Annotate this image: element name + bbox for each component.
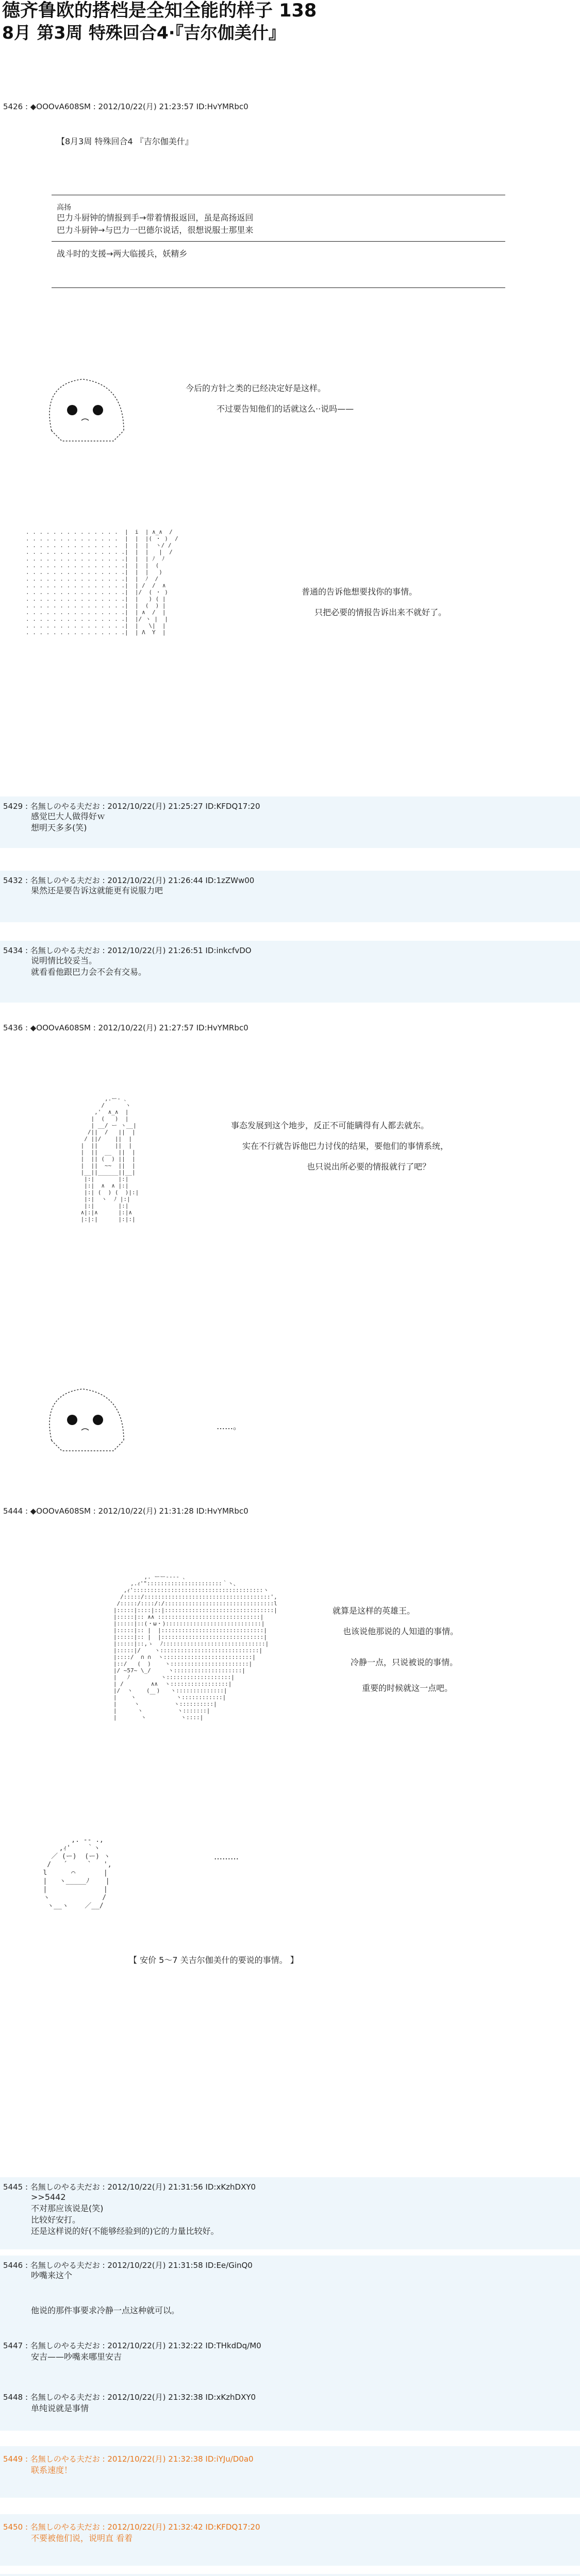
post-5450	[0, 2514, 580, 2566]
dialog-1: 就算是这样的英雄王。	[333, 1606, 416, 1616]
post-line: 吵嘴来这个	[31, 2270, 73, 2280]
post-header: 5426 : ◆OOOvA608SM : 2012/10/22(月) 21:23:57 ID:HvYMRbc0	[3, 102, 248, 111]
dialog-2: 不过要告知他们的话就这么··说吗——	[217, 404, 354, 414]
post-5448	[0, 2384, 580, 2431]
post-line: 不对那应该说是(笑)	[31, 2204, 104, 2213]
post-5432	[0, 871, 580, 922]
box-label: 高扬	[57, 204, 71, 212]
post-line: 说明情比较妥当。	[31, 956, 97, 965]
ascii-art-figure-4: ,. ‐- ., ,ｨ' ｀ヽ ／ (ー) (ー) ヽ / ´ ` ', l ⌒ | | ヽ_____ﾉ | | | ヽ / ヽ__ヽ ／__/	[43, 1836, 112, 1910]
post-5451	[0, 2574, 580, 2576]
post-line: 安吉——吵嘴来哪里安吉	[31, 2352, 122, 2362]
box-line-1: 巴力斗厨钟的情报到手→带着情报返回，虽是高扬返回	[57, 213, 254, 223]
dialog-3: 普通的告诉他想要找你的事情。	[302, 587, 418, 597]
post-line: >>5442	[31, 2192, 66, 2202]
post-header: 5448 : 名無しのやる夫だお : 2012/10/22(月) 21:32:38 ID:xKzhDXY0	[3, 2393, 256, 2402]
post-line: 感觉巴大人做得好ｗ	[31, 811, 106, 821]
post-header: 5436 : ◆OOOvA608SM : 2012/10/22(月) 21:27:57 ID:HvYMRbc0	[3, 1023, 248, 1032]
post-header: 5449 : 名無しのやる夫だお : 2012/10/22(月) 21:32:38 ID:iYJu/D0a0	[3, 2454, 254, 2464]
post-5447	[0, 2333, 580, 2384]
ellipsis-dialog: ……。	[217, 1421, 242, 1431]
dialog-1: 今后的方针之类的已经决定好是这样。	[186, 383, 326, 393]
box-bottom-rule	[52, 287, 505, 288]
post-5434	[0, 941, 580, 1003]
post-5429	[0, 796, 580, 848]
dialog-2: 实在不行就告诉他巴力讨伐的结果，要他们的事情系统，	[242, 1141, 449, 1151]
dialog-4: 只把必要的情报告诉出来不就好了。	[314, 607, 447, 617]
post-line: 果然还是要告诉这就能更有说服力吧	[31, 886, 163, 895]
post-header: 5429 : 名無しのやる夫だお : 2012/10/22(月) 21:25:27 ID:KFDQ17:20	[3, 802, 260, 811]
post-5436	[0, 1018, 580, 1492]
round-face-art-2	[31, 1374, 155, 1456]
post-5444	[0, 1501, 580, 2161]
post-header: 5450 : 名無しのやる夫だお : 2012/10/22(月) 21:32:42 ID:KFDQ17:20	[3, 2522, 260, 2532]
page-title-1: 德齐鲁欧的搭档是全知全能的样子 138	[2, 1, 317, 21]
post-header: 5444 : ◆OOOvA608SM : 2012/10/22(月) 21:31:28 ID:HvYMRbc0	[3, 1506, 248, 1516]
dialog-1: 事态发展到这个地步，反正不可能瞒得有人都去就东。	[231, 1121, 429, 1130]
post-line: 他说的那件事要求冷静一点这种就可以。	[31, 2306, 180, 2315]
post-5445	[0, 2177, 580, 2249]
page-title-2: 8月 第3周 特殊回合4·『吉尔伽美什』	[2, 23, 286, 43]
ascii-art-figure-1: . . . . . . . . . . . . . . | i | ∧_∧ / . . . . . . . . . . . . . . | | |( ・ ) / . . . . . . . . . . . . . . | | | ヽ/ / . . . . . . . . . . . . . . .| | | | / . . . . . . . . . . . . . . .| | | ﾉ ﾉ . . . . . . . . . . . . . . .| | | ( . . . . . . . . . . . . . . .| | | ) . . . . . . . . . . . . . . .| | ﾉ / . . . . . . . . . . . . . . .| | / / ∧ . . . . . . . . . . . . . . .| |/ ( ・ ) . . . . . . . . . . . . . . .| | ) ( | . . . . . . . . . . . . . . .| | ( ) | . . . . . . . . . . . . . . .| | ∧ / | . . . . . . . . . . . . . . .| |/ ヽ | | . . . . . . . . . . . . . . .| | \| | . . . . . . . . . . . . . . .| | Λ Y |	[26, 529, 178, 636]
round-face-art-1	[31, 364, 155, 446]
box-line-3: 战斗时的支援→两大临援兵，妖精乡	[57, 249, 188, 259]
ellipsis-dialog: ………	[214, 1852, 239, 1861]
anka-choice: 【 安价 5～7 关吉尔伽美什的要说的事情。 】	[129, 1955, 299, 1965]
box-title: 【8月3周 特殊回合4 『吉尔伽美什』	[57, 137, 193, 146]
dialog-3: 冷静一点，只说被说的事情。	[351, 1657, 458, 1667]
post-header: 5446 : 名無しのやる夫だお : 2012/10/22(月) 21:31:58 ID:Ee/GinQ0	[3, 2261, 253, 2270]
post-line: 就看看他跟巴力会不会有交易。	[31, 967, 147, 977]
post-5426	[0, 96, 580, 796]
dialog-2: 也该说他那说的人知道的事情。	[343, 1626, 459, 1636]
dialog-4: 重要的时候就这一点吧。	[362, 1683, 453, 1693]
post-5446	[0, 2256, 580, 2333]
post-line: 联系速度！	[31, 2465, 73, 2475]
dialog-3: 也只说出所必要的情报就行了吧？	[307, 1162, 431, 1172]
post-5449	[0, 2446, 580, 2498]
post-line: 还是这样说的好(不能够经验到的)它的力量比较好。	[31, 2226, 219, 2236]
ascii-art-figure-3: ,. ーー‐‐‐‐ ､ ,.ｨ'"::::::::::::::::::::::｀ヽ、 ,ｨ'::::::::::::::::::::::::::::::::::::::ヽ /:::::/:::::::::::::::::::::::::::::::::::::', /:::::/::::/:/::::::::::::::::::::::::::::::::l |:::::|::::|::|::::::::::::::::::::::::::::::::| |:::::|:: ∧∧ ::::::::::::::::::::::::::::::| |:::::|::(・ω・)::::::::::::::::::::::::::::| |:::::|:: | |::::::::::::::::::::::::::::::| |:::::|:: | |::::::::::::::::::::::::::::::| |:::::|::,ゝ ﾉ::::::::::::::::::::::::::::::| |:::::|/ ヽ:::::::::::::::::::::::::::::| |::::/ ∩ ∩ ヽ::::::::::::::::::::::::::| |::/ ( ) ヽ:::::::::::::::::::::::| |/ ~57~ \_/ ヽ::::::::::::::::::::| | ﾉ ヽ:::::::::::::::::::| | / ∧∧ ヽ:::::::::::::::::| |/ ヽ ( ) ヽ::::::::::::::| | ヽ ￣ ヽ::::::::::::| | ヽ ヽ::::::::::| | ヽ ヽ:::::::| | ヽ ヽ::::|	[113, 1573, 277, 1721]
post-line: 单纯说就是事情	[31, 2403, 89, 2413]
post-header: 5434 : 名無しのやる夫だお : 2012/10/22(月) 21:26:51 ID:inkcfvDO	[3, 946, 252, 955]
post-line: 不要被他们说，说明直 看着	[31, 2533, 133, 2543]
ascii-art-figure-2: ,.ー‐ ､ / ヽ ,' ∧_∧ | | ( ) | | __/ ー ヽ__| /|| / || | / ||/ || | | || || | | || __ || | | || ( ) || | | || ~~ || | |__||______||__| |:| |:| |:| ∧ ∧ |:| |:| ( ) ( )|:| |:| ヽ ﾉ |:| |:| |:| ∧|:|∧ |:|∧ |:|:| |:|:|	[80, 1095, 139, 1223]
post-header: 5447 : 名無しのやる夫だお : 2012/10/22(月) 21:32:22 ID:THkdDq/M0	[3, 2341, 261, 2350]
post-header: 5445 : 名無しのやる夫だお : 2012/10/22(月) 21:31:56 ID:xKzhDXY0	[3, 2182, 256, 2192]
post-line: 想明天多多(笑)	[31, 823, 87, 833]
box-line-2: 巴力斗厨钟→与巴力一巴德尔说话，很想说服士那里来	[57, 225, 254, 235]
post-header: 5432 : 名無しのやる夫だお : 2012/10/22(月) 21:26:44 ID:1zZWw00	[3, 876, 255, 885]
box-mid-rule	[52, 241, 505, 242]
post-line: 比较好安打。	[31, 2215, 81, 2225]
